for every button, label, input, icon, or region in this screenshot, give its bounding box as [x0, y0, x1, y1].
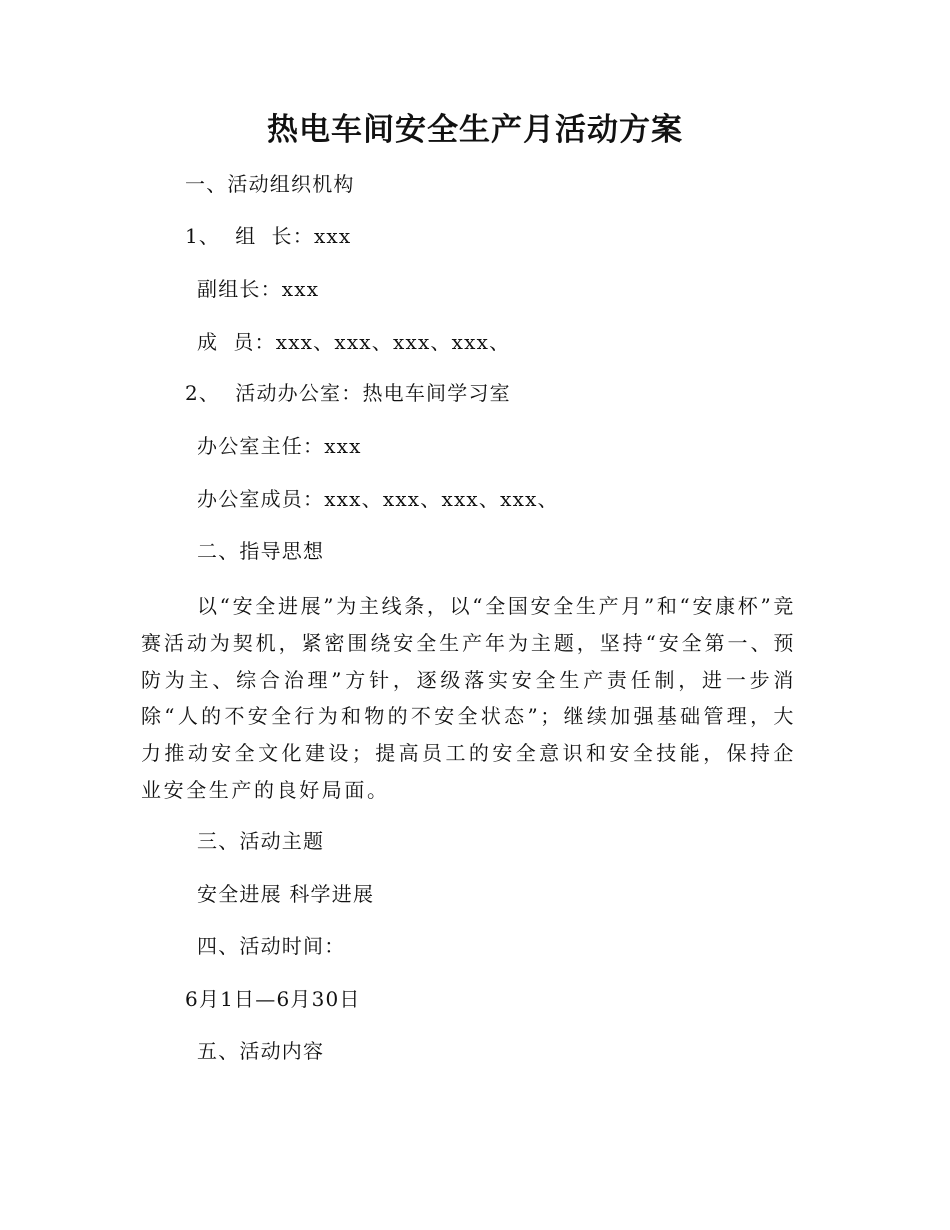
- activity-office-line: 2、 活动办公室：热电车间学习室: [185, 381, 511, 405]
- section-heading-organization: 一、活动组织机构: [185, 172, 355, 196]
- team-leader-line: 1、 组 长：xxx: [185, 224, 352, 248]
- members-line: 成 员：xxx、xxx、xxx、xxx、: [197, 330, 511, 354]
- section-heading-guiding-ideology: 二、指导思想: [197, 539, 325, 563]
- guiding-ideology-paragraph: 以“安全进展”为主线条，以“全国安全生产月”和“安康杯”竞赛活动为契机，紧密围绕安全生产年为主题，坚持“安全第一、预防为主、综合治理”方针，逐级落实安全生产责任制，进一步消除“人的不安全行为和物的不安全状态”；继续加强基础管理，大力推动安全文化建设；提高员工的安全意识和安全技能，保持企业安全生产的良好局面。: [141, 594, 796, 802]
- document-title: 热电车间安全生产月活动方案: [267, 112, 683, 148]
- activity-date-range: 6月1日—6月30日: [185, 987, 361, 1011]
- section-heading-content: 五、活动内容: [197, 1039, 325, 1063]
- office-members-line: 办公室成员：xxx、xxx、xxx、xxx、: [197, 487, 559, 511]
- section-heading-time: 四、活动时间：: [197, 934, 346, 958]
- deputy-leader-line: 副组长：xxx: [197, 277, 320, 301]
- section-heading-theme: 三、活动主题: [197, 829, 325, 853]
- theme-text: 安全进展 科学进展: [197, 882, 375, 906]
- office-director-line: 办公室主任：xxx: [197, 434, 362, 458]
